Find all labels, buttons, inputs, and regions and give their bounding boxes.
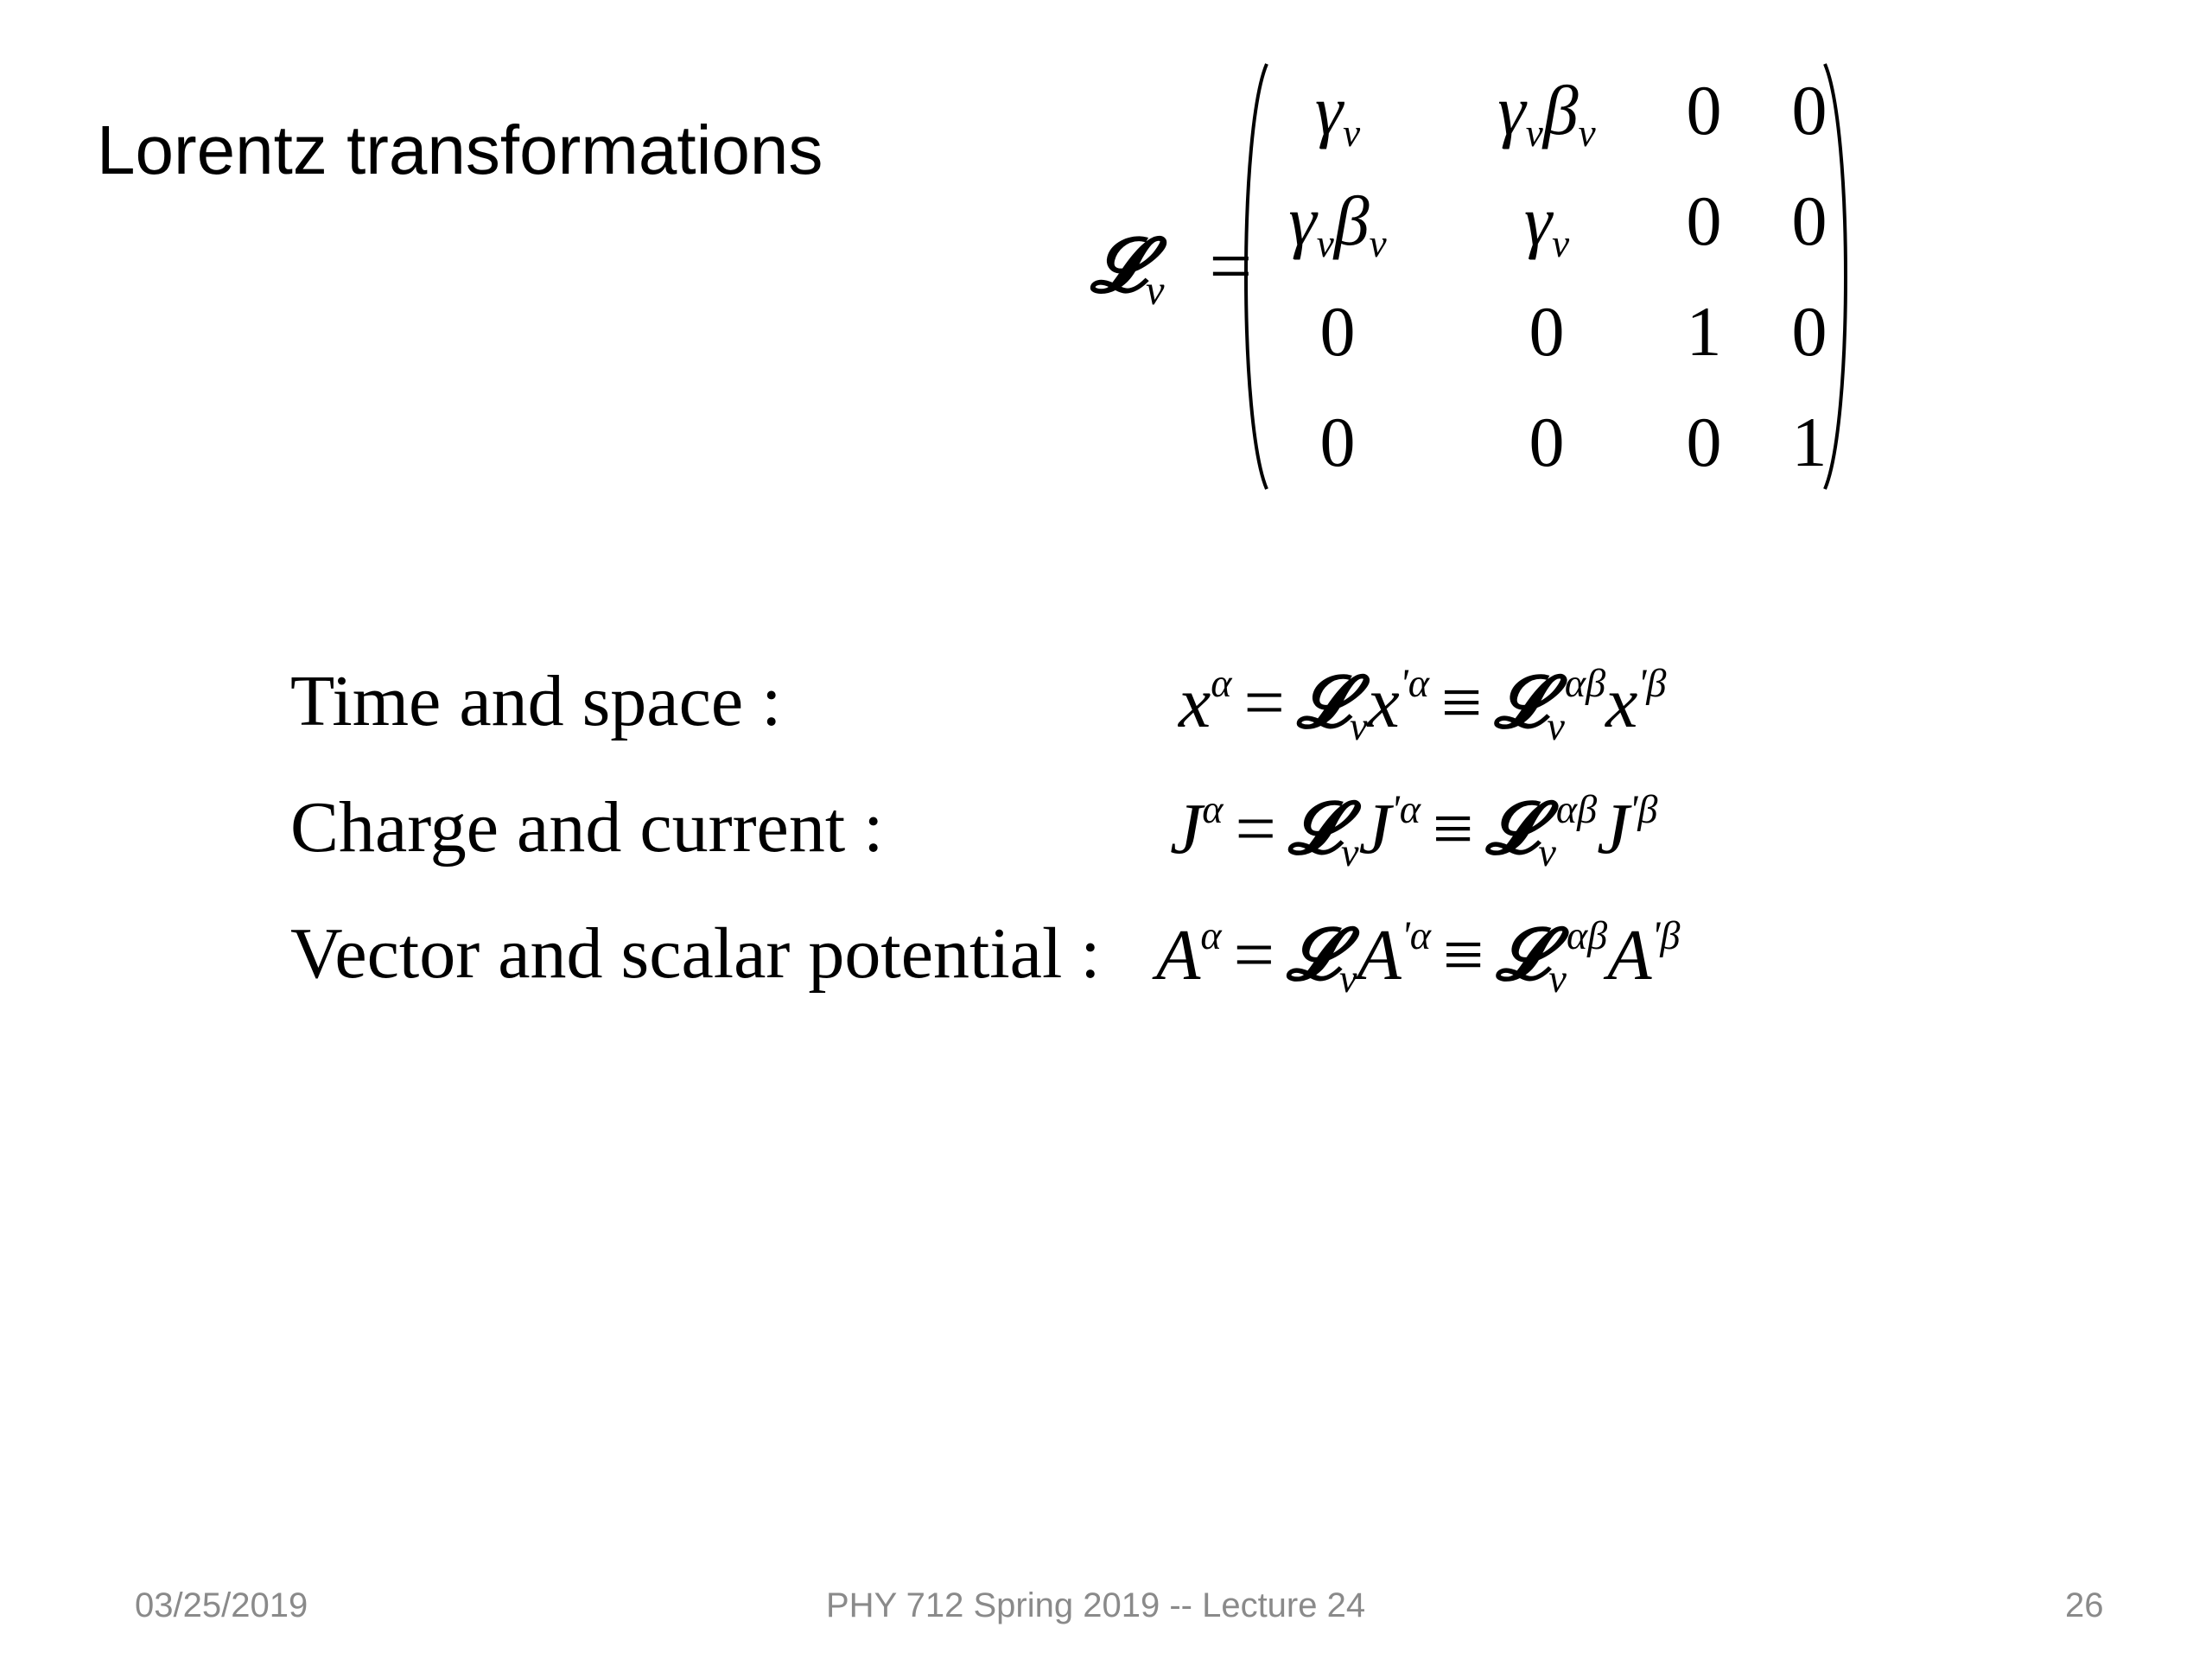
matrix-cell [1319,292,1356,371]
equation-variable: A [1607,915,1652,995]
equation-superscript: 'α [1390,787,1421,832]
matrix-entry: γ [1523,181,1553,260]
lorentz-symbol: 𝓛 [1296,658,1350,744]
lorentz-subscript: v [1341,830,1359,874]
matrix-entry: 0 [1529,292,1565,371]
lorentz-symbol: 𝓛 [1494,658,1548,744]
matrix-entry: 0 [1791,292,1827,371]
matrix-entry: γ [1314,71,1344,149]
left-parenthesis [1236,60,1270,493]
equation-superscript: 'β [1637,661,1667,706]
footer-course: PHY 712 Spring 2019 -- Lecture 24 [826,1586,1366,1624]
equation-superscript: α [1202,787,1224,832]
equation-equiv: ≡ [1440,663,1483,743]
equation-superscript: 'α [1401,913,1431,958]
equation-variable: x [1179,663,1211,743]
matrix-cell [1791,292,1827,371]
equation-superscript: α [1211,661,1232,706]
equation-variable: J [1170,789,1203,869]
matrix-entry: 0 [1791,71,1827,149]
equation-superscript: αβ [1555,787,1598,832]
equation-row [0,911,2212,1021]
matrix-entry: β [1333,181,1370,260]
equation-variable: x [1605,663,1638,743]
lorentz-subscript: v [1145,268,1165,315]
matrix-cell [1314,71,1361,156]
equation-expression [1156,911,1681,1001]
lorentz-symbol: 𝓛 [1286,911,1340,996]
lorentz-symbol: 𝓛 [1485,785,1539,870]
equation-equiv: ≡ [1442,915,1484,995]
equals-sign: = [1209,225,1253,308]
equation-variable: J [1358,789,1391,869]
equation-label: Charge and current : [290,787,884,868]
equation-equals: = [1235,789,1276,869]
matrix-cell [1529,292,1565,371]
equation-equals: = [1243,663,1285,743]
matrix-cell [1686,181,1722,260]
lorentz-symbol: 𝓛 [1496,911,1549,996]
lorentz-subscript: v [1548,956,1567,1001]
matrix-entry-subscript: v [1552,222,1570,266]
equation-superscript: α [1200,913,1222,958]
slide-title: Lorentz transformations [97,111,823,188]
matrix-entry-subscript: v [1316,222,1334,266]
lorentz-subscript: v [1538,830,1556,874]
matrix-entry: 0 [1319,403,1356,481]
matrix-entry: 0 [1686,71,1722,149]
lorentz-matrix-equation [0,0,2212,518]
matrix-cell [1497,71,1596,156]
matrix-cell [1686,403,1722,481]
lorentz-symbol: 𝓛 [1090,219,1146,309]
matrix-entry: 1 [1686,292,1722,371]
equation-equals: = [1233,915,1274,995]
equation-expression [1179,658,1667,748]
equation-expression [1170,785,1658,874]
equation-row [0,785,2212,895]
lorentz-subscript: v [1339,956,1357,1001]
equation-superscript: αβ [1564,661,1606,706]
matrix-cell [1791,71,1827,149]
equation-variable: A [1357,915,1402,995]
matrix-entry: 0 [1529,403,1565,481]
matrix-entry: 0 [1791,181,1827,260]
equation-label: Vector and scalar potential : [290,913,1101,994]
matrix-cell [1523,181,1570,266]
equation-superscript: αβ [1566,913,1608,958]
matrix-cell [1791,181,1827,260]
matrix-entry: 0 [1686,181,1722,260]
matrix-entry: γ [1497,71,1526,149]
equation-label: Time and space : [290,661,782,741]
matrix-cell [1686,292,1722,371]
footer-date: 03/25/2019 [135,1586,308,1624]
matrix-entry: 0 [1686,403,1722,481]
lorentz-symbol: 𝓛 [1287,785,1341,870]
matrix-entry: β [1542,71,1579,149]
lorentz-subscript: v [1350,703,1368,748]
equation-variable: x [1367,663,1400,743]
matrix-entry: 0 [1319,292,1356,371]
matrix-entry-subscript: v [1343,111,1361,156]
matrix-entry-subscript: v [1578,111,1596,156]
matrix-cell [1791,403,1827,481]
matrix-entry-subscript: v [1369,222,1387,266]
equation-equiv: ≡ [1432,789,1474,869]
equation-superscript: 'β [1629,787,1658,832]
equation-superscript: 'α [1399,661,1429,706]
matrix-cell [1319,403,1356,481]
equation-row [0,658,2212,769]
matrix-cell [1686,71,1722,149]
equation-superscript: 'β [1651,913,1681,958]
matrix-entry: γ [1288,181,1317,260]
matrix-entry: 1 [1791,403,1827,481]
equation-variable: A [1156,915,1201,995]
matrix-cell [1288,181,1387,266]
footer-page-number: 26 [2065,1586,2104,1624]
matrix-lhs [1090,219,1253,315]
lorentz-subscript: v [1547,703,1565,748]
matrix-cell [1529,403,1565,481]
equation-variable: J [1597,789,1630,869]
matrix-entry-subscript: v [1525,111,1543,156]
